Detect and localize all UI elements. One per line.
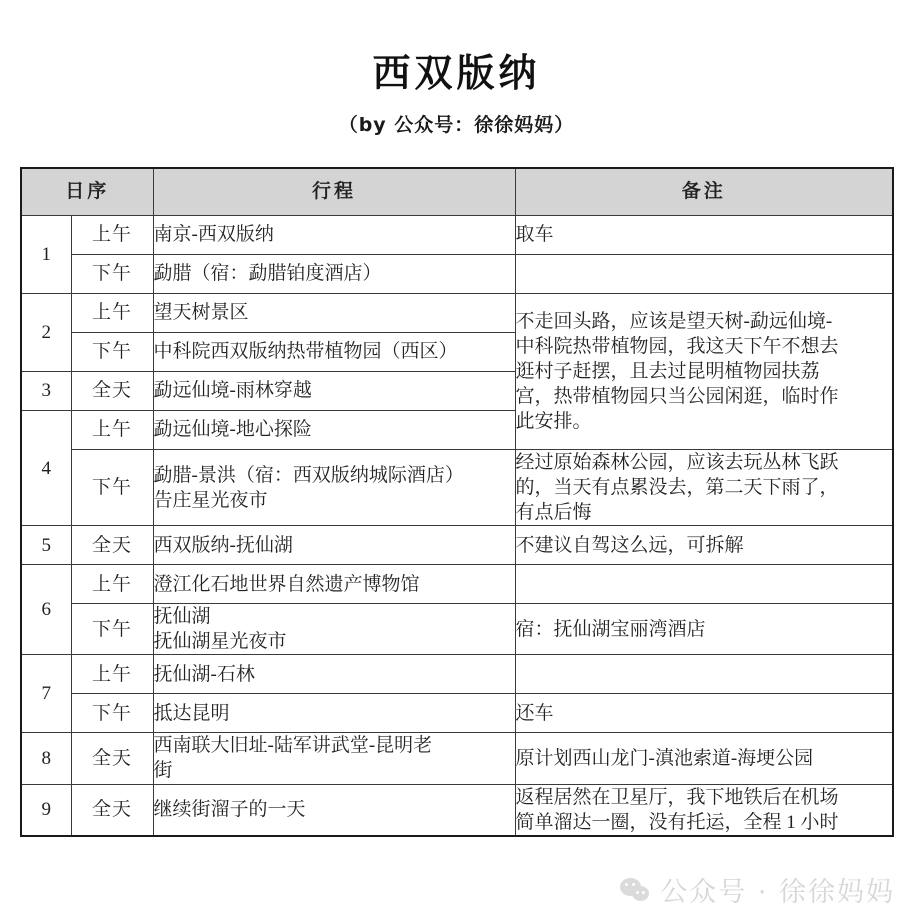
page-title: 西双版纳 xyxy=(372,50,541,95)
note-cell: 原计划西山龙门-滇池索道-海埂公园 xyxy=(515,733,893,784)
plan-line: 告庄星光夜市 xyxy=(153,489,268,511)
period-label: 下午 xyxy=(71,255,153,294)
column-header-day: 日序 xyxy=(21,168,153,216)
title-block xyxy=(0,0,913,137)
note-cell: 还车 xyxy=(515,694,893,733)
note-cell: 宿：抚仙湖宝丽湾酒店 xyxy=(515,604,893,655)
table-row xyxy=(21,526,893,565)
period-label: 全天 xyxy=(71,784,153,836)
watermark xyxy=(620,870,895,909)
table-row xyxy=(21,450,893,526)
watermark-text: 公众号 · 徐徐妈妈 xyxy=(660,877,895,908)
note-cell xyxy=(515,565,893,604)
itinerary-table xyxy=(20,167,894,837)
plan-cell: 抚仙湖-石林 xyxy=(153,655,515,694)
plan-cell: 继续街溜子的一天 xyxy=(153,784,515,836)
plan-cell: 勐远仙境-地心探险 xyxy=(153,411,515,450)
plan-cell: 中科院西双版纳热带植物园（西区） xyxy=(153,333,515,372)
plan-cell xyxy=(153,733,515,784)
note-line: 简单溜达一圈，没有托运，全程 1 小时 xyxy=(515,811,839,833)
plan-line: 勐腊-景洪（宿：西双版纳城际酒店） xyxy=(153,464,464,486)
period-label: 全天 xyxy=(71,733,153,784)
table-row xyxy=(21,694,893,733)
note-line: 有点后悔 xyxy=(515,502,592,524)
table-row xyxy=(21,604,893,655)
period-label: 上午 xyxy=(71,216,153,255)
note-cell xyxy=(515,450,893,526)
period-label: 上午 xyxy=(71,565,153,604)
day-number: 8 xyxy=(21,733,71,784)
plan-line: 抚仙湖星光夜市 xyxy=(153,631,287,653)
itinerary-table-container xyxy=(20,167,892,837)
table-row xyxy=(21,655,893,694)
column-header-plan: 行程 xyxy=(153,168,515,216)
period-label: 下午 xyxy=(71,694,153,733)
note-cell xyxy=(515,655,893,694)
wechat-icon xyxy=(620,875,650,905)
table-row xyxy=(21,784,893,836)
plan-cell: 勐腊（宿：勐腊铂度酒店） xyxy=(153,255,515,294)
note-line: 不走回头路，应该是望天树-勐远仙境- xyxy=(515,310,833,332)
note-line: 经过原始森林公园，应该去玩丛林飞跃 xyxy=(515,452,839,473)
day-number: 4 xyxy=(21,411,71,526)
plan-cell xyxy=(153,604,515,655)
note-cell: 不建议自驾这么远，可拆解 xyxy=(515,526,893,565)
table-row xyxy=(21,255,893,294)
plan-line: 抚仙湖 xyxy=(153,606,211,628)
plan-cell: 南京-西双版纳 xyxy=(153,216,515,255)
note-line: 逛村子赶摆，且去过昆明植物园扶荔 xyxy=(515,360,820,382)
table-row xyxy=(21,733,893,784)
day-number: 5 xyxy=(21,526,71,565)
plan-line: 西南联大旧址-陆军讲武堂-昆明老 xyxy=(153,735,433,757)
plan-cell: 望天树景区 xyxy=(153,294,515,333)
note-line: 的，当天有点累没去，第二天下雨了， xyxy=(515,477,839,499)
period-label: 全天 xyxy=(71,372,153,411)
note-line: 此安排。 xyxy=(515,411,592,433)
note-line: 宫，热带植物园只当公园闲逛，临时作 xyxy=(515,386,839,408)
period-label: 下午 xyxy=(71,450,153,526)
day-number: 1 xyxy=(21,216,71,294)
table-header-row xyxy=(21,168,893,216)
period-label: 下午 xyxy=(71,333,153,372)
plan-cell: 抵达昆明 xyxy=(153,694,515,733)
note-cell: 取车 xyxy=(515,216,893,255)
column-header-note: 备注 xyxy=(515,168,893,216)
period-label: 上午 xyxy=(71,411,153,450)
plan-cell xyxy=(153,450,515,526)
note-line: 返程居然在卫星厅，我下地铁后在机场 xyxy=(515,786,839,808)
day-number: 2 xyxy=(21,294,71,372)
day-number: 6 xyxy=(21,565,71,655)
period-label: 上午 xyxy=(71,294,153,333)
note-line: 中科院热带植物园，我这天下午不想去 xyxy=(515,335,839,357)
note-cell-merged xyxy=(515,294,893,450)
table-row xyxy=(21,294,893,333)
page-subtitle: （by 公众号：徐徐妈妈） xyxy=(338,113,575,136)
day-number: 9 xyxy=(21,784,71,836)
day-number: 7 xyxy=(21,655,71,733)
plan-cell: 西双版纳-抚仙湖 xyxy=(153,526,515,565)
note-cell xyxy=(515,784,893,836)
period-label: 上午 xyxy=(71,655,153,694)
plan-cell: 澄江化石地世界自然遗产博物馆 xyxy=(153,565,515,604)
note-cell xyxy=(515,255,893,294)
table-row xyxy=(21,565,893,604)
period-label: 下午 xyxy=(71,604,153,655)
day-number: 3 xyxy=(21,372,71,411)
plan-line: 街 xyxy=(153,760,173,782)
plan-cell: 勐远仙境-雨林穿越 xyxy=(153,372,515,411)
period-label: 全天 xyxy=(71,526,153,565)
table-row xyxy=(21,216,893,255)
